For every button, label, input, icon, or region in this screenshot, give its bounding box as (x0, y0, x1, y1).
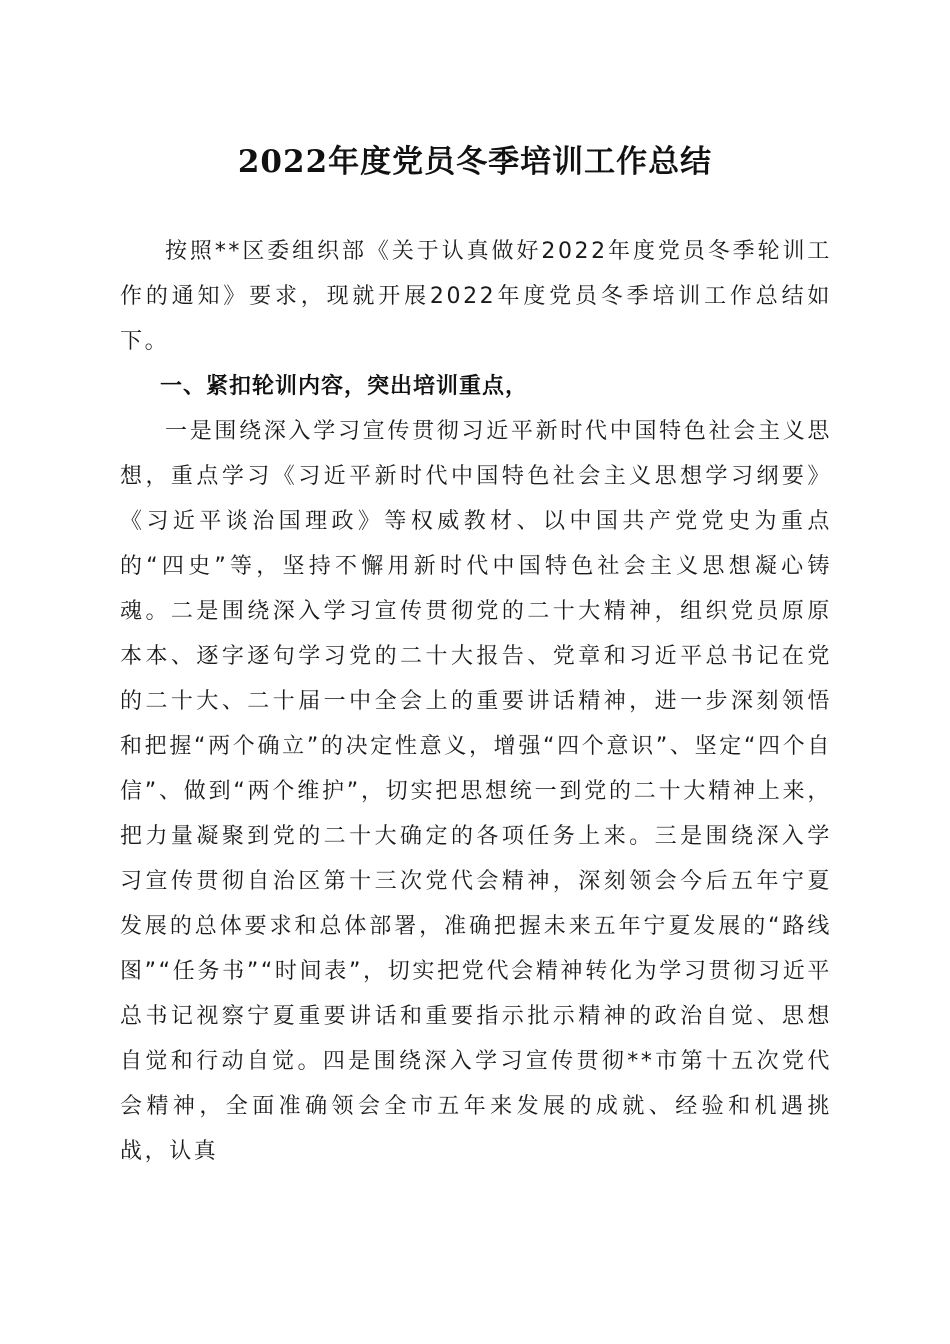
intro-paragraph: 按照**区委组织部《关于认真做好2022年度党员冬季轮训工作的通知》要求，现就开展2022年度党员冬季培训工作总结如下。 (120, 239, 832, 354)
section-heading-1: 一、紧扣轮训内容，突出培训重点， (160, 374, 529, 399)
document-title: 2022年度党员冬季培训工作总结 (237, 144, 713, 180)
section-1-paragraph: 一是围绕深入学习宣传贯彻习近平新时代中国特色社会主义思想，重点学习《习近平新时代中国特色社会主义思想学习纲要》《习近平谈治国理政》等权威教材、以中国共产党党史为重点的“四史”等，坚持不懈用新时代中国特色社会主义思想凝心铸魂。二是围绕深入学习宣传贯彻党的二十大精神，组织党员原原本本、逐字逐句学习党的二十大报告、党章和习近平总书记在党的二十大、二十届一中全会上的重要讲话精神，进一步深刻领悟和把握“两个确立”的决定性意义，增强“四个意识”、坚定“四个自信”、做到“两个维护”，切实把思想统一到党的二十大精神上来，把力量凝聚到党的二十大确定的各项任务上来。三是围绕深入学习宣传贯彻自治区第十三次党代会精神，深刻领会今后五年宁夏发展的总体要求和总体部署，准确把握未来五年宁夏发展的“路线图”“任务书”“时间表”，切实把党代会精神转化为学习贯彻习近平总书记视察宁夏重要讲话和重要指示批示精神的政治自觉、思想自觉和行动自觉。四是围绕深入学习宣传贯彻**市第十五次党代会精神，全面准确领会全市五年来发展的成就、经验和机遇挑战，认真 (120, 419, 832, 1164)
